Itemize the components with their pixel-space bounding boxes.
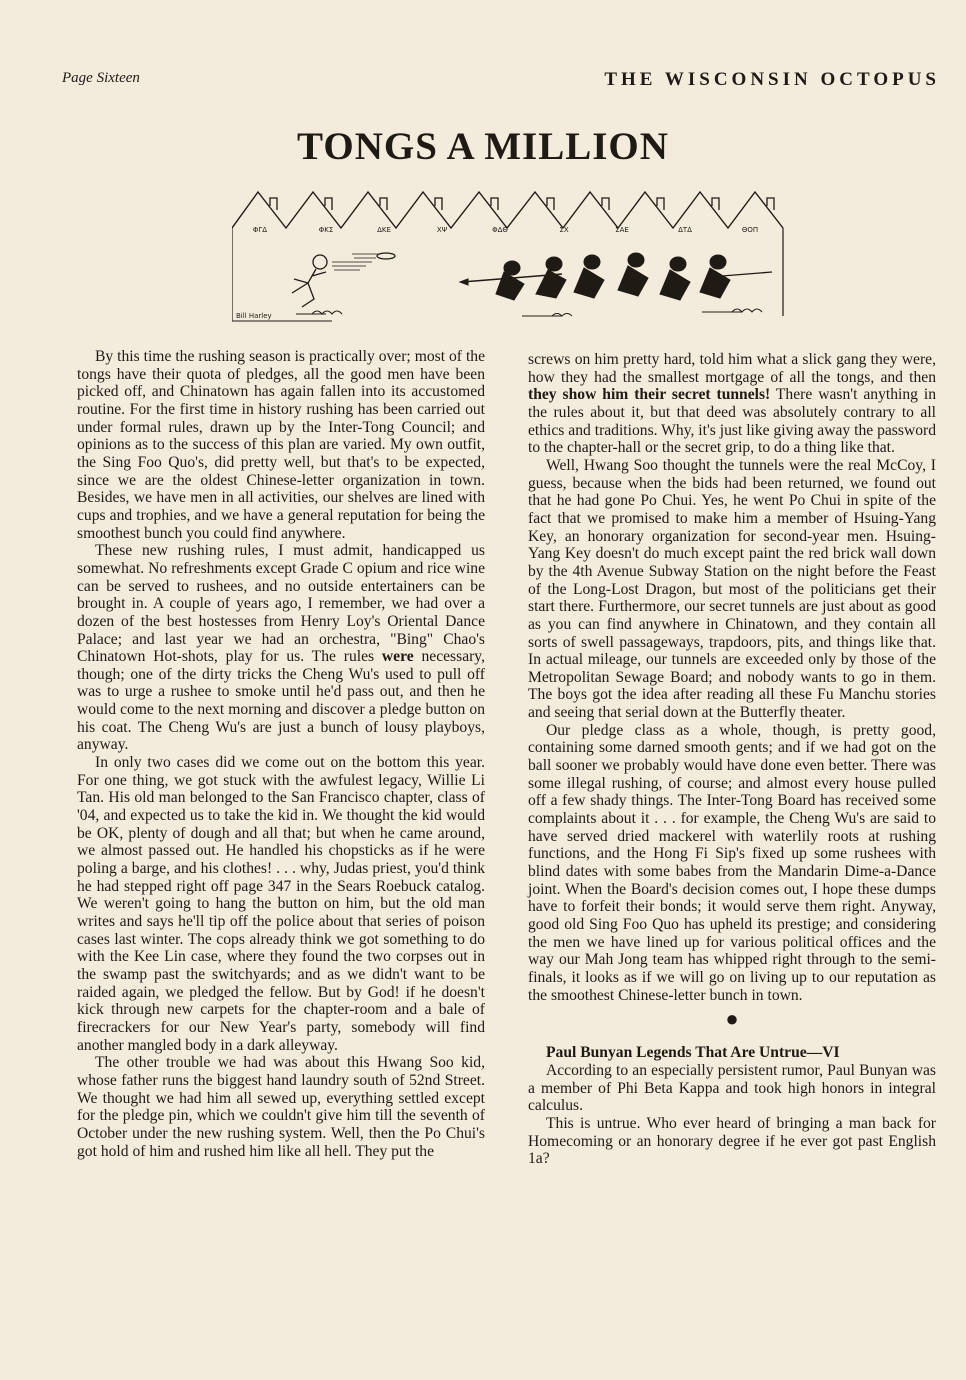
text-run: There wasn't anything in the rules about it, but that deed was absolutely contrary to all ethics and traditions. Why, it's just like giving away the password to the chapter-hall or the secret grip, to do a thing like that. bbox=[528, 386, 936, 457]
emphasis: were bbox=[381, 648, 414, 666]
artist-signature: Bill Harley bbox=[236, 312, 272, 320]
text-run: necessary, though; one of the dirty tricks the Cheng Wu's used to pull off was to urge a rushee to smoke until he'd pass out, and then he would come to the next morning and discover a pledge button on his coat. The Cheng Wu's are just a bunch of lousy playboys, anyway. bbox=[77, 648, 485, 754]
left-column bbox=[77, 348, 485, 1160]
cartoon-illustration bbox=[232, 186, 792, 326]
text-run: These new rushing rules, I must admit, handicapped us somewhat. No refreshments except Grade C opium and rice wine can be served to rushees, and no outside entertainers can be brought in. A couple of years ago, I remember, we had over a dozen of the best hostesses from Henry Loy's Oriental Dance Palace; and last year we had an orchestra, "Bing" Chao's Chinatown Hot-shots, play for us. The rules bbox=[77, 542, 485, 666]
house-label: ΦΔΘ bbox=[492, 226, 508, 234]
right-column bbox=[528, 351, 936, 1168]
magazine-name: THE WISCONSIN OCTOPUS bbox=[604, 69, 940, 90]
page-number: Page Sixteen bbox=[62, 70, 140, 86]
dust-clouds bbox=[296, 309, 762, 316]
rooftops bbox=[232, 192, 783, 228]
text-run: screws on him pretty hard, told him what a slick gang they were, how they had the smallest mortgage of all the tongs, and then bbox=[528, 351, 936, 386]
fleeing-figure bbox=[292, 255, 372, 307]
paragraph: Our pledge class as a whole, though, is pretty good, containing some darned smooth gents; and if we had got on the ball sooner we probably would have done even better. There was some illegal rushing, of course; and almost every house pulled off a few shady things. The Inter-Tong Board has received some complaints about it . . . for example, the Cheng Wu's are said to have served dried mackerel with waterlily roots at rushing functions, and the Hong Fi Sip's fixed up some rushees with blind dates with some babes from the Mandarin Dime-a-Dance joint. When the Board's decision comes out, I hope these dumps have to forfeit their bonds; it would serve them right. Anyway, good old Sing Foo Quo has upheld its prestige; and considering the men we have lined up for various political offices and the way our Mah Jong team has whipped right through to the semi-finals, it looks as if we will go on living up to our reputation as the smoothest Chinese-letter bunch in town. bbox=[528, 721, 936, 1004]
paragraph: In only two cases did we come out on the bottom this year. For one thing, we got stuck with the awfulest legacy, Willie Li Tan. His old man belonged to the San Francisco chapter, class of '04, and expected us to take the kid in. We thought the kid would be OK, plenty of dough and all that; but when he came around, we almost passed out. He handled his chopsticks as if he were poling a barge, and his clothes! . . . why, Judas priest, you'd think he had stepped right off page 347 in the Sears Roebuck catalog. We weren't going to hang the button on him, but the old man writes and says he'll tip off the police about that series of poison cases last winter. The cops already think we got something to do with the Kee Lin case, where they found the two corpses out in the swamp past the switchyards; and as we didn't want to be raided again, we pledged the fellow. But by God! if he doesn't kick through new carpets for the chapter-room and a bale of firecrackers for our New Year's party, somebody will find another mangled body in a dark alleyway. bbox=[77, 754, 485, 1054]
paragraph bbox=[528, 351, 936, 457]
house-label: ΣΑΕ bbox=[615, 226, 629, 234]
flying-hat bbox=[377, 253, 395, 259]
house-label: ΔΤΔ bbox=[678, 226, 692, 234]
sidebar-paragraph: According to an especially persistent rumor, Paul Bunyan was a member of Phi Beta Kappa and took high honors in integral calculus. bbox=[528, 1061, 936, 1115]
sidebar-paragraph: This is untrue. Who ever heard of bringing a man back for Homecoming or an honorary degree if he ever got past English 1a? bbox=[528, 1114, 936, 1168]
house-label: ΔΚΕ bbox=[377, 226, 391, 234]
house-label: ΧΨ bbox=[436, 226, 448, 234]
paragraph: The other trouble we had was about this Hwang Soo kid, whose father runs the biggest hand laundry south of 52nd Street. We thought we had him all sewed up, everything settled except for the pledge pin, which we couldn't give him till the seventh of October under the new rushing system. Well, then the Po Chui's got hold of him and rushed him like all hell. They put the bbox=[77, 1054, 485, 1160]
house-label: ΘΟΠ bbox=[741, 226, 759, 234]
paragraph: Well, Hwang Soo thought the tunnels were the real McCoy, I guess, because when the bids had been returned, we found out that he had gone Po Chui. Yes, he went Po Chui in spite of the fact that we promised to make him a member of Hsuing-Yang Key, an honorary organization for second-year men. Hsuing-Yang Key doesn't do much except paint the red brick wall down by the 4th Avenue Subway Station on the night before the Feast of the Long-Lost Dragon, but most of the politicians get their start there. Furthermore, our secret tunnels are just about as good as you can find anywhere in Chinatown, and they contain all sorts of swell passageways, trapdoors, pits, and things like that. In actual mileage, our tunnels are exceeded only by those of the Metropolitan Sewage Board; and nobody wants to go in them. The boys got the idea after reading all these Fu Manchu stories and seeing that serial down at the Butterfly theater. bbox=[528, 456, 936, 722]
paragraph bbox=[77, 542, 485, 754]
house-label: ΦΓΔ bbox=[252, 226, 268, 234]
paragraph: By this time the rushing season is practically over; most of the tongs have their quota of pledges, all the good men have been picked off, and Chinatown has again fallen into its accustomed routine. For the first time in history rushing has been carried out under formal rules, drawn up by the Inter-Tong Council; and opinions as to the success of this plan are varied. My own outfit, the Sing Foo Quo's, did pretty well, but that's to be expected, since we are the oldest Chinese-letter organization in town. Besides, we have men in all activities, our shelves are lined with cups and trophies, and we have a general reputation for being the smoothest bunch you could find anywhere. bbox=[77, 348, 485, 542]
house-label: ΣΧ bbox=[559, 226, 569, 234]
chasing-pursuers bbox=[460, 253, 772, 300]
house-label: ΦΚΣ bbox=[318, 226, 334, 234]
article-title: TONGS A MILLION bbox=[297, 125, 669, 168]
section-bullet: ● bbox=[725, 1006, 739, 1032]
emphasis: they show him their secret tunnels! bbox=[528, 386, 771, 404]
sidebar-title: Paul Bunyan Legends That Are Untrue—VI bbox=[546, 1044, 840, 1062]
